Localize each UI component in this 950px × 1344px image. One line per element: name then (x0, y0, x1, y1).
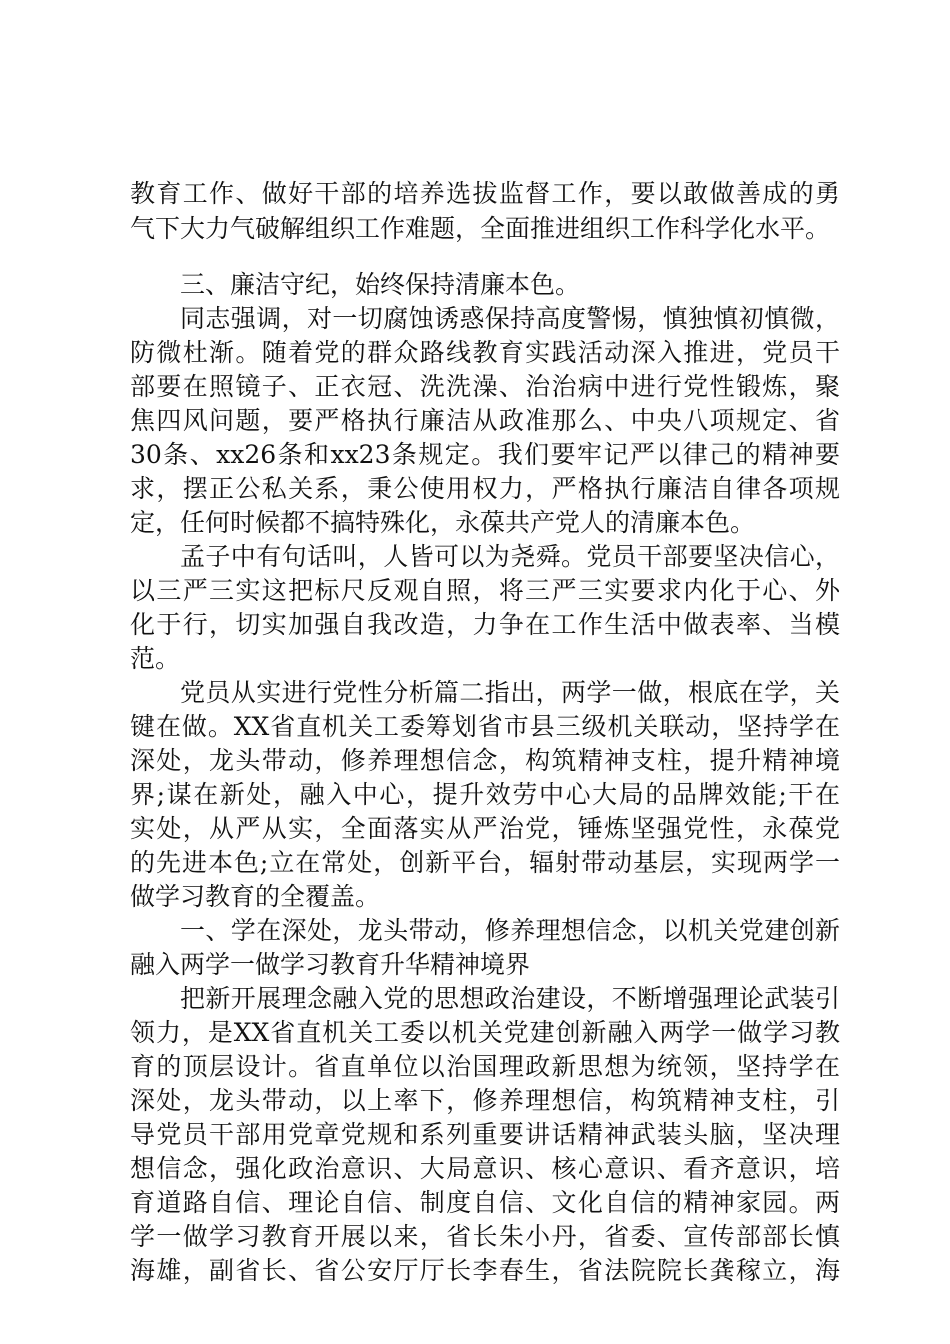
text-line: 气下大力气破解组织工作难题，全面推进组织工作科学化水平。 (130, 214, 831, 243)
text-line: 键在做。XX省直机关工委筹划省市县三级机关联动，坚持学在 (130, 712, 840, 741)
text-line: 定，任何时候都不搞特殊化，永葆共产党人的清廉本色。 (130, 508, 756, 537)
text-line: 同志强调，对一切腐蚀诱惑保持高度警惕，慎独慎初慎微， (180, 304, 840, 333)
text-line: 30条、xx26条和xx23条规定。我们要牢记严以律己的精神要 (130, 440, 840, 469)
section-heading: 一、学在深处，龙头带动，修养理想信念，以机关党建创新 (180, 916, 840, 945)
text-line: 教育工作、做好干部的培养选拔监督工作，要以敢做善成的勇 (130, 179, 840, 208)
text-line: 育的顶层设计。省直单位以治国理政新思想为统领，坚持学在 (130, 1052, 840, 1081)
text-line: 求，摆正公私关系，秉公使用权力，严格执行廉洁自律各项规 (130, 474, 840, 503)
section-heading: 融入两学一做学习教育升华精神境界 (130, 950, 531, 979)
text-line: 范。 (130, 644, 181, 673)
text-line: 做学习教育的全覆盖。 (130, 882, 381, 911)
text-line: 界;谋在新处，融入中心，提升效劳中心大局的品牌效能;干在 (130, 780, 840, 809)
text-line: 把新开展理念融入党的思想政治建设，不断增强理论武装引 (180, 984, 840, 1013)
text-line: 焦四风问题，要严格执行廉洁从政准那么、中央八项规定、省 (130, 406, 840, 435)
text-line: 导党员干部用党章党规和系列重要讲话精神武装头脑，坚决理 (130, 1120, 840, 1149)
text-line: 部要在照镜子、正衣冠、洗洗澡、治治病中进行党性锻炼，聚 (130, 372, 840, 401)
text-line: 深处，龙头带动，修养理想信念，构筑精神支柱，提升精神境 (130, 746, 840, 775)
text-line: 学一做学习教育开展以来，省长朱小丹，省委、宣传部部长慎 (130, 1222, 840, 1251)
text-line: 实处，从严从实，全面落实从严治党，锤炼坚强党性，永葆党 (130, 814, 840, 843)
text-line: 的先进本色;立在常处，创新平台，辐射带动基层，实现两学一 (130, 848, 840, 877)
text-line: 党员从实进行党性分析篇二指出，两学一做，根底在学，关 (180, 678, 840, 707)
text-line: 海雄，副省长、省公安厅厅长李春生，省法院院长龚稼立，海 (130, 1256, 840, 1285)
text-line: 深处，龙头带动，以上率下，修养理想信，构筑精神支柱，引 (130, 1086, 840, 1115)
text-line: 育道路自信、理论自信、制度自信、文化自信的精神家园。两 (130, 1188, 840, 1217)
text-line: 领力，是XX省直机关工委以机关党建创新融入两学一做学习教 (130, 1018, 840, 1047)
text-line: 孟子中有句话叫，人皆可以为尧舜。党员干部要坚决信心， (180, 542, 840, 571)
section-heading: 三、廉洁守纪，始终保持清廉本色。 (180, 270, 581, 299)
text-line: 以三严三实这把标尺反观自照，将三严三实要求内化于心、外 (130, 576, 840, 605)
text-line: 防微杜渐。随着党的群众路线教育实践活动深入推进，党员干 (130, 338, 840, 367)
text-line: 化于行，切实加强自我改造，力争在工作生活中做表率、当模 (130, 610, 840, 639)
text-line: 想信念，强化政治意识、大局意识、核心意识、看齐意识，培 (130, 1154, 840, 1183)
